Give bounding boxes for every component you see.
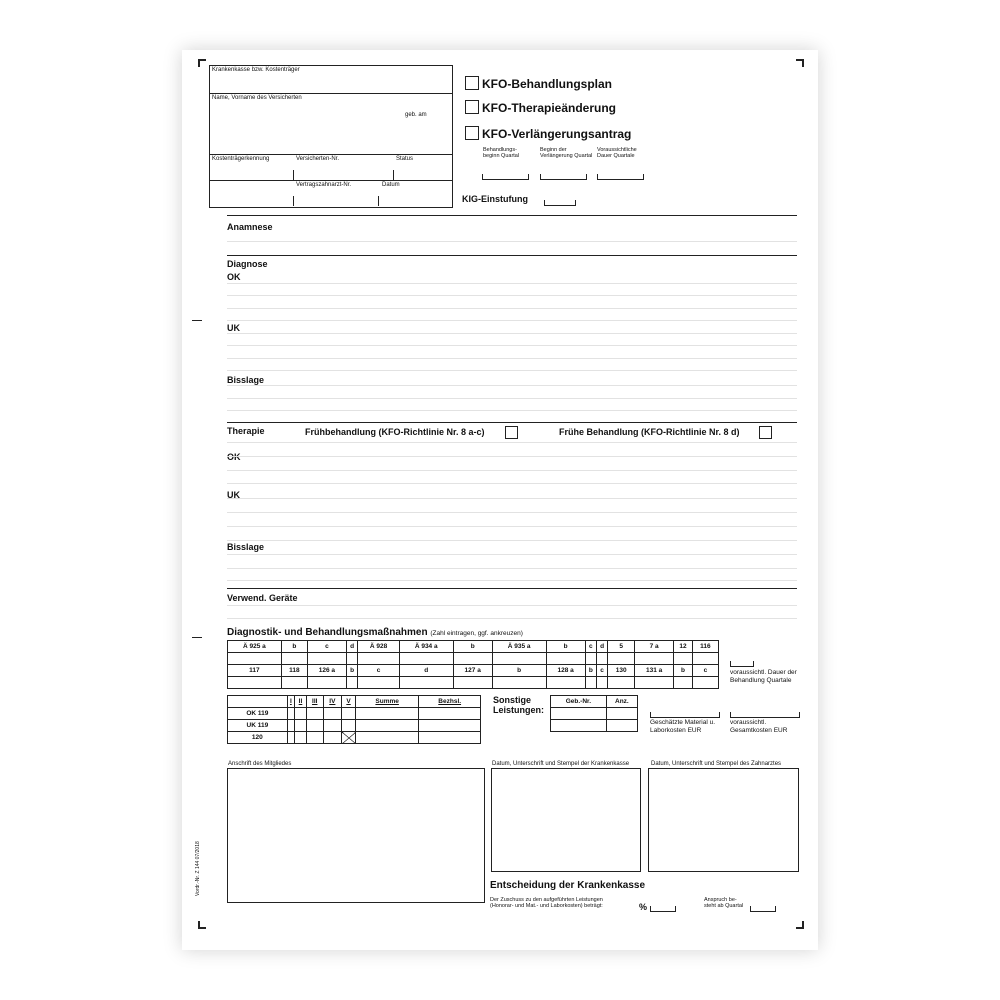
diagnose-uk: UK (227, 323, 240, 333)
form-type-verlaengerungsantrag: KFO-Verlängerungsantrag (482, 127, 632, 141)
kig-field[interactable] (544, 200, 576, 206)
tooth-table-header: Bezhsl. (419, 696, 481, 708)
code-value-cell[interactable] (228, 677, 282, 689)
code-header: 126 a (307, 665, 346, 677)
tooth-table-cell[interactable] (419, 732, 481, 744)
therapie-ok: OK (227, 452, 241, 462)
tooth-table-cell[interactable] (355, 732, 418, 744)
tooth-table-header: IV (323, 696, 342, 708)
code-value-cell[interactable] (492, 677, 546, 689)
geb-nr-header: Geb.-Nr. (551, 696, 607, 708)
code-header: b (346, 665, 357, 677)
geb-nr-cell[interactable] (551, 708, 607, 720)
tooth-table-row-label: OK 119 (228, 708, 288, 720)
code-value-cell[interactable] (358, 653, 400, 665)
quarter-start-field[interactable] (482, 174, 529, 180)
code-value-cell[interactable] (585, 653, 596, 665)
code-value-cell[interactable] (692, 677, 718, 689)
section-diagnose: Diagnose (227, 259, 268, 269)
code-value-cell[interactable] (635, 653, 674, 665)
tooth-table-corner (228, 696, 288, 708)
form-type-behandlungsplan: KFO-Behandlungsplan (482, 77, 612, 91)
tooth-table-header: V (342, 696, 356, 708)
code-value-cell[interactable] (399, 677, 453, 689)
checkbox-behandlungsplan[interactable] (465, 76, 479, 90)
tooth-table-cell[interactable] (419, 720, 481, 732)
tooth-table-cell[interactable] (355, 708, 418, 720)
code-header: b (281, 641, 307, 653)
code-header: Ä 935 a (492, 641, 546, 653)
tooth-table-cell[interactable] (294, 732, 306, 744)
quarter-extension-field[interactable] (540, 174, 587, 180)
address-box[interactable] (227, 768, 485, 903)
payer-id-label: Kostenträgerkennung (212, 156, 270, 162)
diagnose-ok: OK (227, 272, 241, 282)
code-header: d (596, 641, 607, 653)
code-value-cell[interactable] (228, 653, 282, 665)
name-label: Name, Vorname des Versicherten (212, 95, 302, 101)
birth-label: geb. am (405, 112, 427, 118)
fold-mark (192, 320, 202, 321)
address-label: Anschrift des Mitgliedes (228, 761, 292, 767)
code-header: 130 (608, 665, 635, 677)
tooth-table-cell[interactable] (306, 708, 323, 720)
code-value-cell[interactable] (281, 653, 307, 665)
tooth-table-cell[interactable] (323, 732, 342, 744)
code-header: 128 a (546, 665, 585, 677)
code-header: 116 (692, 641, 718, 653)
code-header: c (692, 665, 718, 677)
quarter-start-label: Behandlungs- beginn Quartal (483, 147, 520, 159)
tooth-table-cell[interactable] (287, 708, 294, 720)
code-header: 118 (281, 665, 307, 677)
tooth-table-cell[interactable] (294, 708, 306, 720)
quarter-extension-label: Beginn der Verlängerung Quartal (540, 147, 593, 159)
code-header: c (358, 665, 400, 677)
material-cost-label: Geschätzte Material u. Laborkosten EUR (650, 719, 716, 734)
total-cost-label: voraussichtl. Gesamtkosten EUR (730, 719, 788, 734)
code-header: d (399, 665, 453, 677)
code-value-cell[interactable] (585, 677, 596, 689)
code-header: 131 a (635, 665, 674, 677)
code-header: Ä 925 a (228, 641, 282, 653)
code-value-cell[interactable] (281, 677, 307, 689)
checkbox-fruehe-behandlung[interactable] (759, 426, 772, 439)
anz-header: Anz. (606, 696, 637, 708)
geb-nr-cell[interactable] (551, 720, 607, 732)
code-header: Ä 934 a (399, 641, 453, 653)
tooth-table-row-label: UK 119 (228, 720, 288, 732)
tooth-table (227, 695, 481, 744)
tooth-table-header: Summe (355, 696, 418, 708)
corner-mark-top-right (796, 59, 804, 67)
insurance-label: Krankenkasse bzw. Kostenträger (212, 67, 300, 73)
massnahmen-hint: (Zahl eintragen, ggf. ankreuzen) (430, 630, 523, 637)
code-header: b (674, 665, 693, 677)
code-value-cell[interactable] (358, 677, 400, 689)
code-header: 5 (608, 641, 635, 653)
tooth-table-cell[interactable] (287, 732, 294, 744)
anz-cell[interactable] (606, 708, 637, 720)
code-value-cell[interactable] (307, 653, 346, 665)
claim-text: Anspruch be- steht ab Quartal (704, 897, 744, 909)
tooth-table-cell[interactable] (342, 720, 356, 732)
code-value-cell[interactable] (596, 653, 607, 665)
code-header: Ä 928 (358, 641, 400, 653)
codes-table (227, 640, 719, 689)
tooth-table-cell[interactable] (323, 708, 342, 720)
code-header: c (596, 665, 607, 677)
code-header: c (585, 641, 596, 653)
tooth-table-cell[interactable] (355, 720, 418, 732)
code-value-cell[interactable] (674, 677, 693, 689)
kk-stamp-box[interactable] (491, 768, 641, 872)
fruehbehandlung-label: Frühbehandlung (KFO-Richtlinie Nr. 8 a-c) (305, 427, 485, 437)
duration-field[interactable] (730, 661, 754, 667)
code-value-cell[interactable] (692, 653, 718, 665)
checkbox-verlaengerungsantrag[interactable] (465, 126, 479, 140)
code-value-cell[interactable] (608, 653, 635, 665)
code-value-cell[interactable] (635, 677, 674, 689)
code-header: 12 (674, 641, 693, 653)
decision-text: Der Zuschuss zu den aufgeführten Leistungen (Honorar- und Mat.- und Laborkosten) beträgt: (490, 897, 603, 909)
code-header: b (585, 665, 596, 677)
checkbox-fruehbehandlung[interactable] (505, 426, 518, 439)
tooth-table-cell[interactable] (306, 720, 323, 732)
tooth-table-row-label: 120 (228, 732, 288, 744)
form-code: Vordr.-Nr. Z 144 07/2018 (195, 841, 201, 896)
section-anamnese: Anamnese (227, 222, 273, 232)
code-header: 117 (228, 665, 282, 677)
therapie-uk: UK (227, 490, 240, 500)
status-label: Status (396, 156, 414, 162)
section-therapie: Therapie (227, 426, 265, 436)
checkbox-therapieaenderung[interactable] (465, 100, 479, 114)
za-stamp-label: Datum, Unterschrift und Stempel des Zahnarztes (651, 761, 782, 767)
code-value-cell[interactable] (546, 677, 585, 689)
fruehe-behandlung-label: Frühe Behandlung (KFO-Richtlinie Nr. 8 d) (559, 427, 740, 437)
tooth-table-cell[interactable] (323, 720, 342, 732)
sonstige-table (550, 695, 638, 732)
corner-mark-top-left (198, 59, 206, 67)
za-stamp-box[interactable] (648, 768, 799, 872)
corner-mark-bottom-left (198, 921, 206, 929)
code-value-cell[interactable] (346, 677, 357, 689)
form-type-therapieaenderung: KFO-Therapieänderung (482, 101, 617, 115)
code-value-cell[interactable] (346, 653, 357, 665)
tooth-table-header: III (306, 696, 323, 708)
date-label: Datum (382, 182, 400, 188)
sonstige-label: Sonstige Leistungen: (493, 695, 544, 715)
insured-no-label: Versicherten-Nr. (296, 156, 340, 162)
code-header: b (546, 641, 585, 653)
massnahmen-title: Diagnostik- und Behandlungsmaßnahmen (Zahl eintragen, ggf. ankreuzen) (227, 627, 523, 638)
code-header: 7 a (635, 641, 674, 653)
claim-field[interactable] (750, 906, 776, 912)
anz-cell[interactable] (606, 720, 637, 732)
code-value-cell[interactable] (674, 653, 693, 665)
tooth-table-cell[interactable] (306, 732, 323, 744)
therapie-bisslage: Bisslage (227, 542, 265, 552)
code-value-cell[interactable] (399, 653, 453, 665)
tooth-table-header: II (294, 696, 306, 708)
code-value-cell[interactable] (453, 677, 492, 689)
kk-stamp-label: Datum, Unterschrift und Stempel der Krankenkasse (492, 761, 630, 767)
tooth-table-cell[interactable] (294, 720, 306, 732)
tooth-table-header: I (287, 696, 294, 708)
code-header: b (492, 665, 546, 677)
section-geraete: Verwend. Geräte (227, 593, 298, 603)
kig-label: KIG-Einstufung (462, 194, 528, 204)
code-value-cell[interactable] (546, 653, 585, 665)
code-value-cell[interactable] (453, 653, 492, 665)
code-header: 127 a (453, 665, 492, 677)
duration-label: voraussichtl. Dauer der Behandlung Quartale (730, 669, 797, 684)
total-cost-field[interactable] (730, 712, 800, 718)
quarter-duration-field[interactable] (597, 174, 644, 180)
code-value-cell[interactable] (307, 677, 346, 689)
code-value-cell[interactable] (492, 653, 546, 665)
percent-label: % (639, 902, 648, 912)
code-value-cell[interactable] (608, 677, 635, 689)
quarter-duration-label: Voraussichtliche Dauer Quartale (597, 147, 637, 159)
tooth-table-cell[interactable] (342, 732, 356, 744)
material-cost-field[interactable] (650, 712, 720, 718)
form-sheet (182, 50, 818, 950)
decision-title: Entscheidung der Krankenkasse (490, 880, 646, 891)
tooth-table-cell[interactable] (287, 720, 294, 732)
fold-mark (192, 637, 202, 638)
corner-mark-bottom-right (796, 921, 804, 929)
code-header: d (346, 641, 357, 653)
diagnose-bisslage: Bisslage (227, 375, 265, 385)
tooth-table-cell[interactable] (342, 708, 356, 720)
code-header: b (453, 641, 492, 653)
percent-field[interactable] (650, 906, 676, 912)
tooth-table-cell[interactable] (419, 708, 481, 720)
code-header: c (307, 641, 346, 653)
dentist-no-label: Vertragszahnarzt-Nr. (296, 182, 352, 188)
code-value-cell[interactable] (596, 677, 607, 689)
